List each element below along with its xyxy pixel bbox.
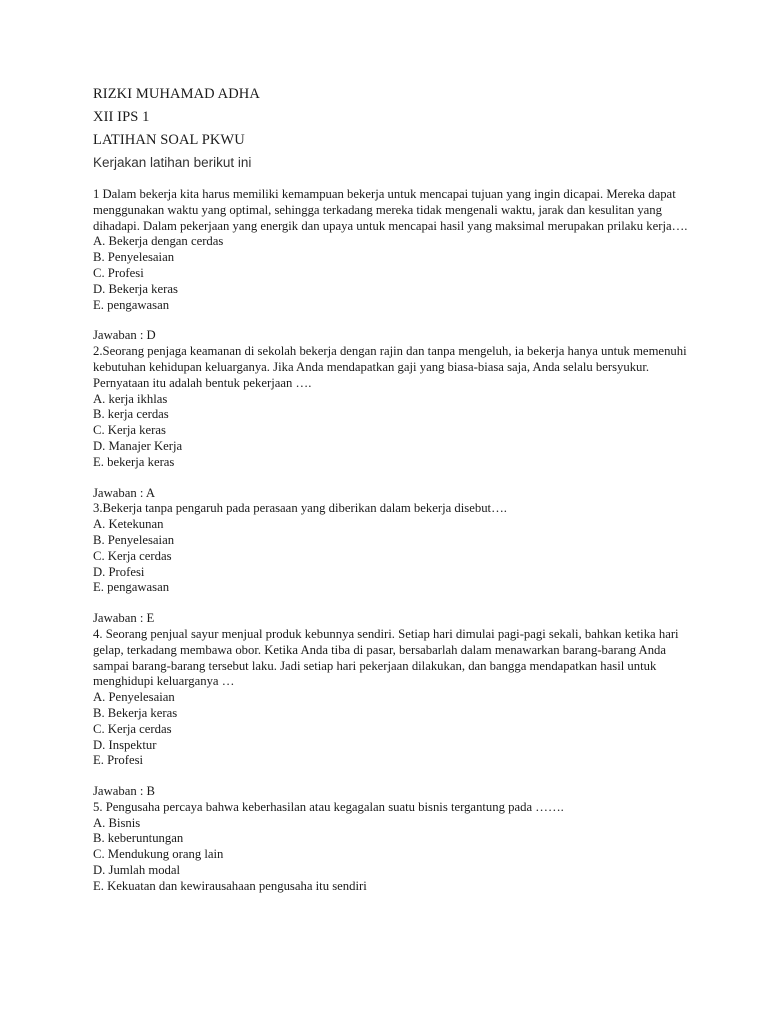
question-1 [93, 187, 693, 344]
option-a: A. kerja ikhlas [93, 391, 168, 406]
option-b: B. kerja cerdas [93, 407, 169, 422]
option-a: A. Ketekunan [93, 517, 164, 532]
option-e: E. Profesi [93, 753, 144, 768]
option-b: B. Penyelesaian [93, 250, 175, 265]
option-c: C. Kerja cerdas [93, 721, 172, 736]
option-list [93, 690, 693, 769]
instruction-text: Kerjakan latihan berikut ini [93, 155, 252, 170]
option-e: E. pengawasan [93, 580, 170, 595]
question-4 [93, 627, 693, 800]
option-a: A. Bekerja dengan cerdas [93, 234, 224, 249]
document-page [93, 85, 693, 895]
option-list [93, 234, 693, 313]
option-list [93, 816, 693, 895]
option-d: D. Jumlah modal [93, 863, 181, 878]
option-c: C. Kerja cerdas [93, 548, 172, 563]
option-e: E. pengawasan [93, 297, 170, 312]
question-2 [93, 344, 693, 501]
option-b: B. Bekerja keras [93, 705, 178, 720]
question-text: 3.Bekerja tanpa pengaruh pada perasaan yang diberikan dalam bekerja disebut…. [93, 501, 507, 516]
option-c: C. Profesi [93, 265, 144, 280]
option-d: D. Bekerja keras [93, 281, 178, 296]
option-e: E. Kekuatan dan kewirausahaan pengusaha itu sendiri [93, 878, 367, 893]
student-name: RIZKI MUHAMAD ADHA [93, 86, 260, 102]
option-c: C. Mendukung orang lain [93, 847, 224, 862]
option-e: E. bekerja keras [93, 454, 175, 469]
answer-text: Jawaban : A [93, 485, 156, 500]
option-list [93, 392, 693, 471]
question-text: 4. Seorang penjual sayur menjual produk kebunnya sendiri. Setiap hari dimulai pagi-pagi sekali, bahkan ketika hari gelap, terkadang membawa obor. Ketika Anda tiba di pasar, bersabarlah dalam menawarkan barang-barang Anda sampai barang-barang tersebut laku. Jadi setiap hari pekerjaan dilakukan, dan bangga mendapatkan hasil untuk menghidupi keluarganya … [93, 626, 679, 689]
answer-text: Jawaban : B [93, 784, 156, 799]
question-text: 2.Seorang penjaga keamanan di sekolah bekerja dengan rajin dan tanpa mengeluh, ia bekerja hanya untuk memenuhi kebutuhan kehidupan keluarganya. Jika Anda mendapatkan gaji yang biasa-biasa saja, Anda selalu bersyukur. Pernyataan itu adalah bentuk pekerjaan …. [93, 344, 687, 390]
option-a: A. Bisnis [93, 815, 141, 830]
student-class: XII IPS 1 [93, 109, 150, 125]
answer-text: Jawaban : D [93, 328, 156, 343]
option-d: D. Inspektur [93, 737, 157, 752]
option-d: D. Profesi [93, 564, 145, 579]
document-title: LATIHAN SOAL PKWU [93, 132, 245, 148]
answer-text: Jawaban : E [93, 611, 155, 626]
option-a: A. Penyelesaian [93, 690, 175, 705]
question-5 [93, 800, 693, 895]
question-text: 5. Pengusaha percaya bahwa keberhasilan atau kegagalan suatu bisnis tergantung pada ……. [93, 799, 564, 814]
option-b: B. Penyelesaian [93, 532, 175, 547]
question-3 [93, 501, 693, 627]
option-c: C. Kerja keras [93, 423, 166, 438]
option-list [93, 517, 693, 596]
option-b: B. keberuntungan [93, 831, 184, 846]
option-d: D. Manajer Kerja [93, 438, 183, 453]
question-text: 1 Dalam bekerja kita harus memiliki kemampuan bekerja untuk mencapai tujuan yang ingin dicapai. Mereka dapat menggunakan waktu yang optimal, sehingga terkadang mereka tidak mengenali waktu, jarak dan kesulitan yang dihadapi. Dalam pekerjaan yang energik dan upaya untuk mencapai hasil yang maksimal merupakan prilaku kerja…. [93, 187, 688, 233]
